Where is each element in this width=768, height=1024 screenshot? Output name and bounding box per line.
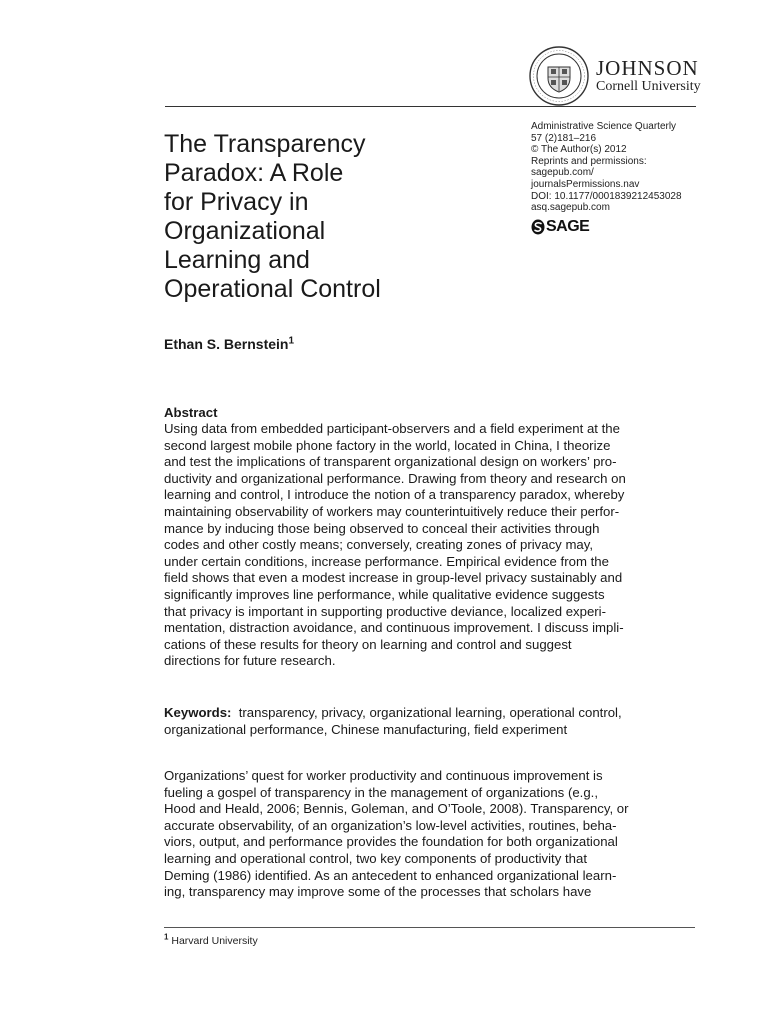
title-line: Operational Control — [164, 275, 381, 303]
intro-paragraph — [164, 768, 704, 901]
abstract-line: second largest mobile phone factory in the world, located in China, I theorize — [164, 437, 611, 453]
title-line: Learning and — [164, 246, 310, 274]
keywords-line: organizational performance, Chinese manufacturing, field experiment — [164, 721, 568, 737]
author-footnote-mark: 1 — [288, 335, 295, 347]
title-line: Paradox: A Role — [164, 159, 344, 187]
header-divider — [165, 106, 696, 107]
meta-line: 57 (2)181–216 — [531, 132, 597, 144]
footnote-divider — [164, 927, 695, 928]
abstract-line: mentation, distraction avoidance, and continuous improvement. I discuss impli- — [164, 620, 624, 636]
footnote-text: Harvard University — [171, 935, 258, 947]
intro-line: fueling a gospel of transparency in the management of organizations (e.g., — [164, 784, 598, 800]
logo-name: JOHNSON — [596, 56, 699, 80]
meta-line: Reprints and permissions: — [531, 155, 647, 167]
meta-line: sagepub.com/ — [531, 167, 594, 179]
keywords-line — [164, 705, 704, 722]
abstract-line: Using data from embedded participant-observers and a field experiment at the — [164, 421, 620, 436]
sage-s-icon — [531, 219, 545, 235]
intro-line: Hood and Heald, 2006; Bennis, Goleman, and O’Toole, 2008). Transparency, or — [164, 801, 629, 817]
journal-meta — [531, 121, 721, 214]
intro-line: accurate observability, of an organization’s low-level activities, routines, beha- — [164, 817, 617, 833]
abstract-line: learning and control, I introduce the notion of a transparency paradox, whereby — [164, 487, 625, 503]
title-line: for Privacy in — [164, 188, 309, 216]
abstract-line: ductivity and organizational performance. Drawing from theory and research on — [164, 470, 626, 486]
abstract-body — [164, 421, 704, 670]
abstract-line: and test the implications of transparent organizational design on workers’ pro- — [164, 454, 617, 470]
article-title — [164, 130, 504, 304]
abstract-line: field shows that even a modest increase in group-level privacy sustainably and — [164, 570, 623, 586]
title-line: The Transparency — [164, 130, 366, 158]
abstract-line: that privacy is important in supporting productive deviance, localized experi- — [164, 603, 607, 619]
title-line: Organizational — [164, 217, 326, 245]
intro-line: Deming (1986) identified. As an antecedent to enhanced organizational learn- — [164, 867, 617, 883]
meta-line: Administrative Science Quarterly — [531, 121, 677, 132]
footnote — [164, 932, 258, 947]
intro-line: learning and operational control, two key components of productivity that — [164, 850, 587, 866]
abstract-line: mance by inducing those being observed to conceal their activities through — [164, 520, 600, 536]
johnson-logo — [528, 46, 701, 106]
abstract-heading: Abstract — [164, 405, 218, 420]
logo-subtitle: Cornell University — [596, 79, 701, 94]
footnote-mark: 1 — [164, 932, 169, 942]
sage-wordmark: SAGE — [546, 218, 590, 235]
cornell-seal-icon — [528, 45, 590, 107]
meta-line: DOI: 10.1177/0001839212453028 — [531, 190, 682, 202]
meta-line: © The Author(s) 2012 — [531, 144, 627, 156]
abstract-line: maintaining observability of workers may counterintuitively reduce their perfor- — [164, 503, 620, 519]
abstract-line: cations of these results for theory on learning and control and suggest — [164, 636, 572, 652]
intro-line: ing, transparency may improve some of the processes that scholars have — [164, 884, 592, 900]
sage-logo — [531, 217, 589, 237]
intro-line: viors, output, and performance provides the foundation for both organizational — [164, 834, 618, 850]
meta-line: journalsPermissions.nav — [531, 178, 640, 190]
meta-line: asq.sagepub.com — [531, 202, 610, 214]
abstract-line: under certain conditions, increase performance. Empirical evidence from the — [164, 553, 609, 569]
author-name — [164, 336, 294, 352]
author-text: Ethan S. Bernstein — [164, 336, 289, 352]
abstract-line: significantly improves line performance, while qualitative evidence suggests — [164, 586, 605, 602]
keywords — [164, 705, 704, 738]
abstract-line: directions for future research. — [164, 653, 336, 669]
intro-line: Organizations’ quest for worker productivity and continuous improvement is — [164, 768, 603, 783]
keywords-text: transparency, privacy, organizational learning, operational control, — [238, 705, 622, 720]
abstract-line: codes and other costly means; conversely, creating zones of privacy may, — [164, 537, 594, 553]
keywords-label: Keywords: — [164, 705, 232, 720]
